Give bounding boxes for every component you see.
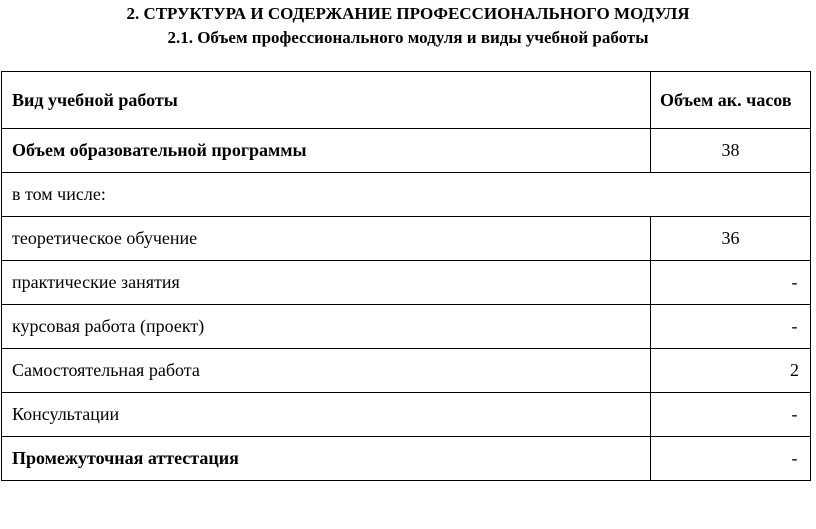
table-row [2, 393, 811, 437]
table-row [2, 349, 811, 393]
table-row [2, 437, 811, 481]
row-name: Объем образовательной программы [2, 129, 651, 173]
row-value-text: - [791, 316, 798, 336]
table-row [2, 173, 811, 217]
row-name: практические занятия [2, 261, 651, 305]
header-hours: Объем ак. часов [651, 72, 811, 129]
row-name: в том числе: [2, 173, 811, 217]
table-row [2, 217, 811, 261]
row-value [651, 261, 811, 305]
study-volume-table [1, 71, 811, 481]
row-name: Консультации [2, 393, 651, 437]
table-row [2, 129, 811, 173]
row-value-text: - [791, 448, 798, 468]
row-value-text: 2 [790, 360, 799, 380]
row-name: Промежуточная аттестация [2, 437, 651, 481]
row-name: теоретическое обучение [2, 217, 651, 261]
row-value [651, 129, 811, 173]
row-value-text: 38 [721, 140, 740, 160]
row-value [651, 349, 811, 393]
table-row [2, 261, 811, 305]
table-header-row [2, 72, 811, 129]
row-name: Самостоятельная работа [2, 349, 651, 393]
row-value [651, 217, 811, 261]
row-value [651, 305, 811, 349]
section-title: 2. СТРУКТУРА И СОДЕРЖАНИЕ ПРОФЕССИОНАЛЬНОГО МОДУЛЯ [126, 4, 690, 23]
row-name: курсовая работа (проект) [2, 305, 651, 349]
row-value-text: - [791, 404, 798, 424]
row-value-text: 36 [721, 228, 740, 248]
row-value [651, 437, 811, 481]
table-row [2, 305, 811, 349]
header-work-type: Вид учебной работы [2, 72, 651, 129]
row-value [651, 393, 811, 437]
subsection-title: 2.1. Объем профессионального модуля и виды учебной работы [167, 28, 649, 47]
row-value-text: - [791, 272, 798, 292]
